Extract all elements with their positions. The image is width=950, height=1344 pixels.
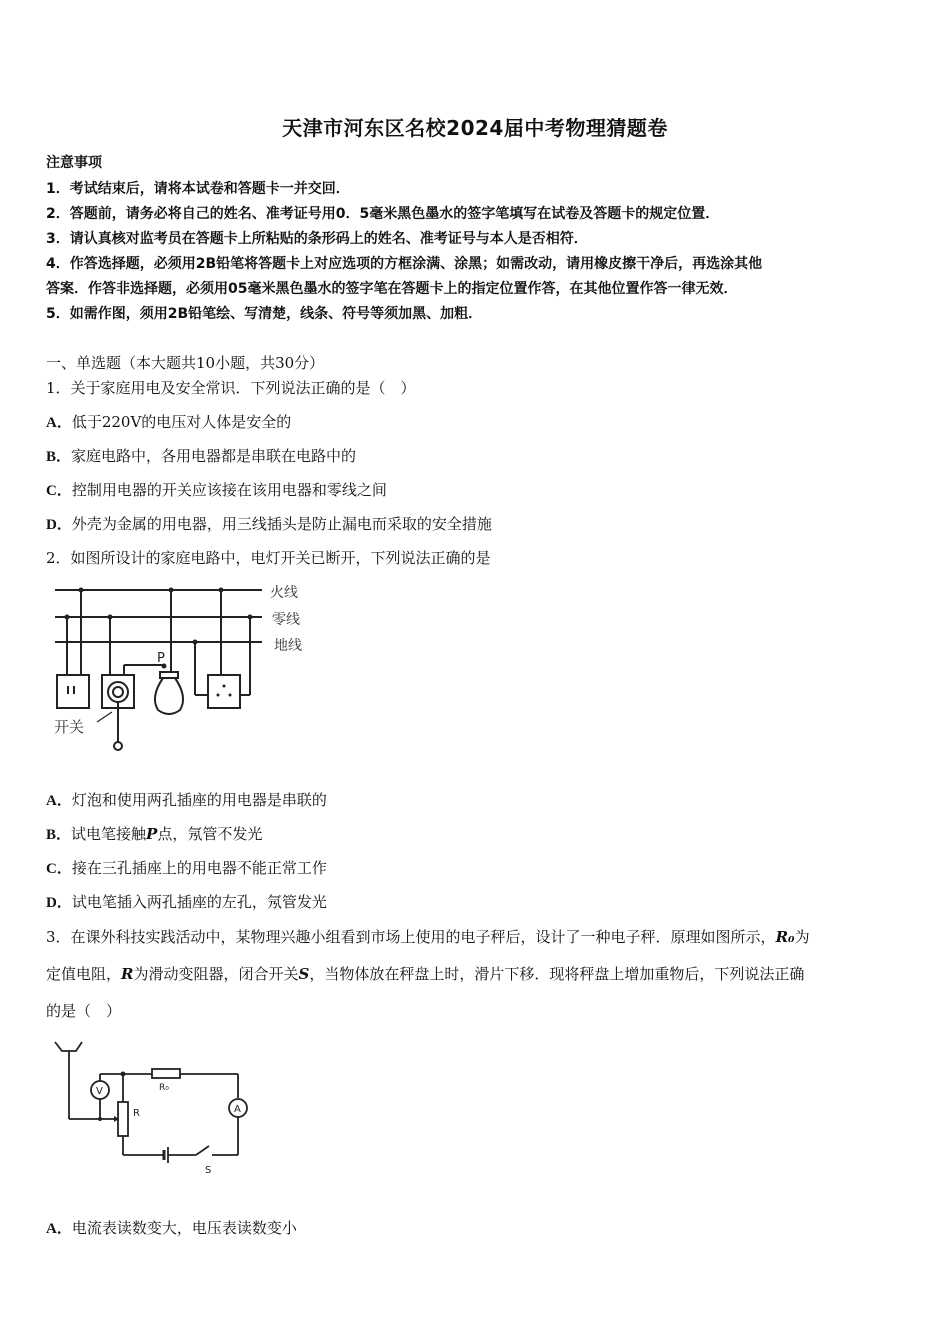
- household-circuit-diagram: [40, 572, 340, 762]
- question-2-option-c: C．接在三孔插座上的用电器不能正常工作: [46, 859, 327, 877]
- question-2-option-b: B．试电笔接触P点，氖管不发光: [46, 825, 263, 843]
- question-1-stem: 1．关于家庭用电及安全常识．下列说法正确的是（ ）: [46, 379, 416, 397]
- question-3-stem-line-1: 3．在课外科技实践活动中，某物理兴趣小组看到市场上使用的电子秤后，设计了一种电子秤．原理如图所示，R₀为: [46, 928, 810, 946]
- question-3-option-a: A．电流表读数变大，电压表读数变小: [46, 1219, 297, 1237]
- question-2-option-a: A．灯泡和使用两孔插座的用电器是串联的: [46, 791, 327, 809]
- question-2-option-d: D．试电笔插入两孔插座的左孔，氖管发光: [46, 893, 327, 911]
- wire-label-live: 火线: [270, 585, 298, 601]
- question-1-option-c: C．控制用电器的开关应该接在该用电器和零线之间: [46, 481, 387, 499]
- question-1-option-a: A．低于220V的电压对人体是安全的: [46, 413, 292, 431]
- ammeter-symbol: A: [234, 1104, 241, 1115]
- switch-label: 开关: [54, 718, 85, 736]
- notice-item: 答案．作答非选择题，必须用05毫米黑色墨水的签字笔在答题卡上的指定位置作答，在其他位置作答一律无效．: [46, 281, 738, 297]
- section-heading: 一、单选题（本大题共10小题，共30分）: [46, 354, 325, 372]
- notice-item: 1．考试结束后，请将本试卷和答题卡一并交回．: [46, 181, 350, 197]
- question-1-option-d: D．外壳为金属的用电器，用三线插头是防止漏电而采取的安全措施: [46, 515, 492, 533]
- notice-item: 3．请认真核对监考员在答题卡上所粘贴的条形码上的姓名、准考证号与本人是否相符．: [46, 231, 588, 247]
- wire-label-ground: 地线: [274, 638, 302, 654]
- s-label: S: [205, 1165, 212, 1176]
- document-title: 天津市河东区名校2024届中考物理猜题卷: [282, 116, 668, 140]
- voltmeter-symbol: V: [96, 1086, 103, 1097]
- notice-heading: 注意事项: [46, 155, 102, 171]
- notice-item: 4．作答选择题，必须用2B铅笔将答题卡上对应选项的方框涂满、涂黑；如需改动，请用橡皮擦干净后，再选涂其他: [46, 256, 763, 272]
- electronic-scale-circuit-diagram: [40, 1030, 340, 1180]
- notice-item: 2．答题前，请务必将自己的姓名、准考证号用0．5毫米黑色墨水的签字笔填写在试卷及答题卡的规定位置．: [46, 206, 720, 222]
- wire-label-neutral: 零线: [272, 612, 300, 628]
- question-1-option-b: B．家庭电路中，各用电器都是串联在电路中的: [46, 447, 357, 465]
- notice-item: 5．如需作图，须用2B铅笔绘、写清楚，线条、符号等须加黑、加粗．: [46, 306, 483, 322]
- question-3-stem-line-2: 定值电阻，R为滑动变阻器，闭合开关S，当物体放在秤盘上时，滑片下移．现将秤盘上增加重物后，下列说法正确: [46, 965, 805, 983]
- question-2-stem: 2．如图所设计的家庭电路中，电灯开关已断开，下列说法正确的是: [46, 549, 491, 567]
- r0-label: R₀: [159, 1083, 169, 1093]
- point-p-label: P: [157, 651, 165, 666]
- question-3-stem-line-3: 的是（ ）: [46, 1002, 122, 1020]
- r-label: R: [133, 1108, 140, 1119]
